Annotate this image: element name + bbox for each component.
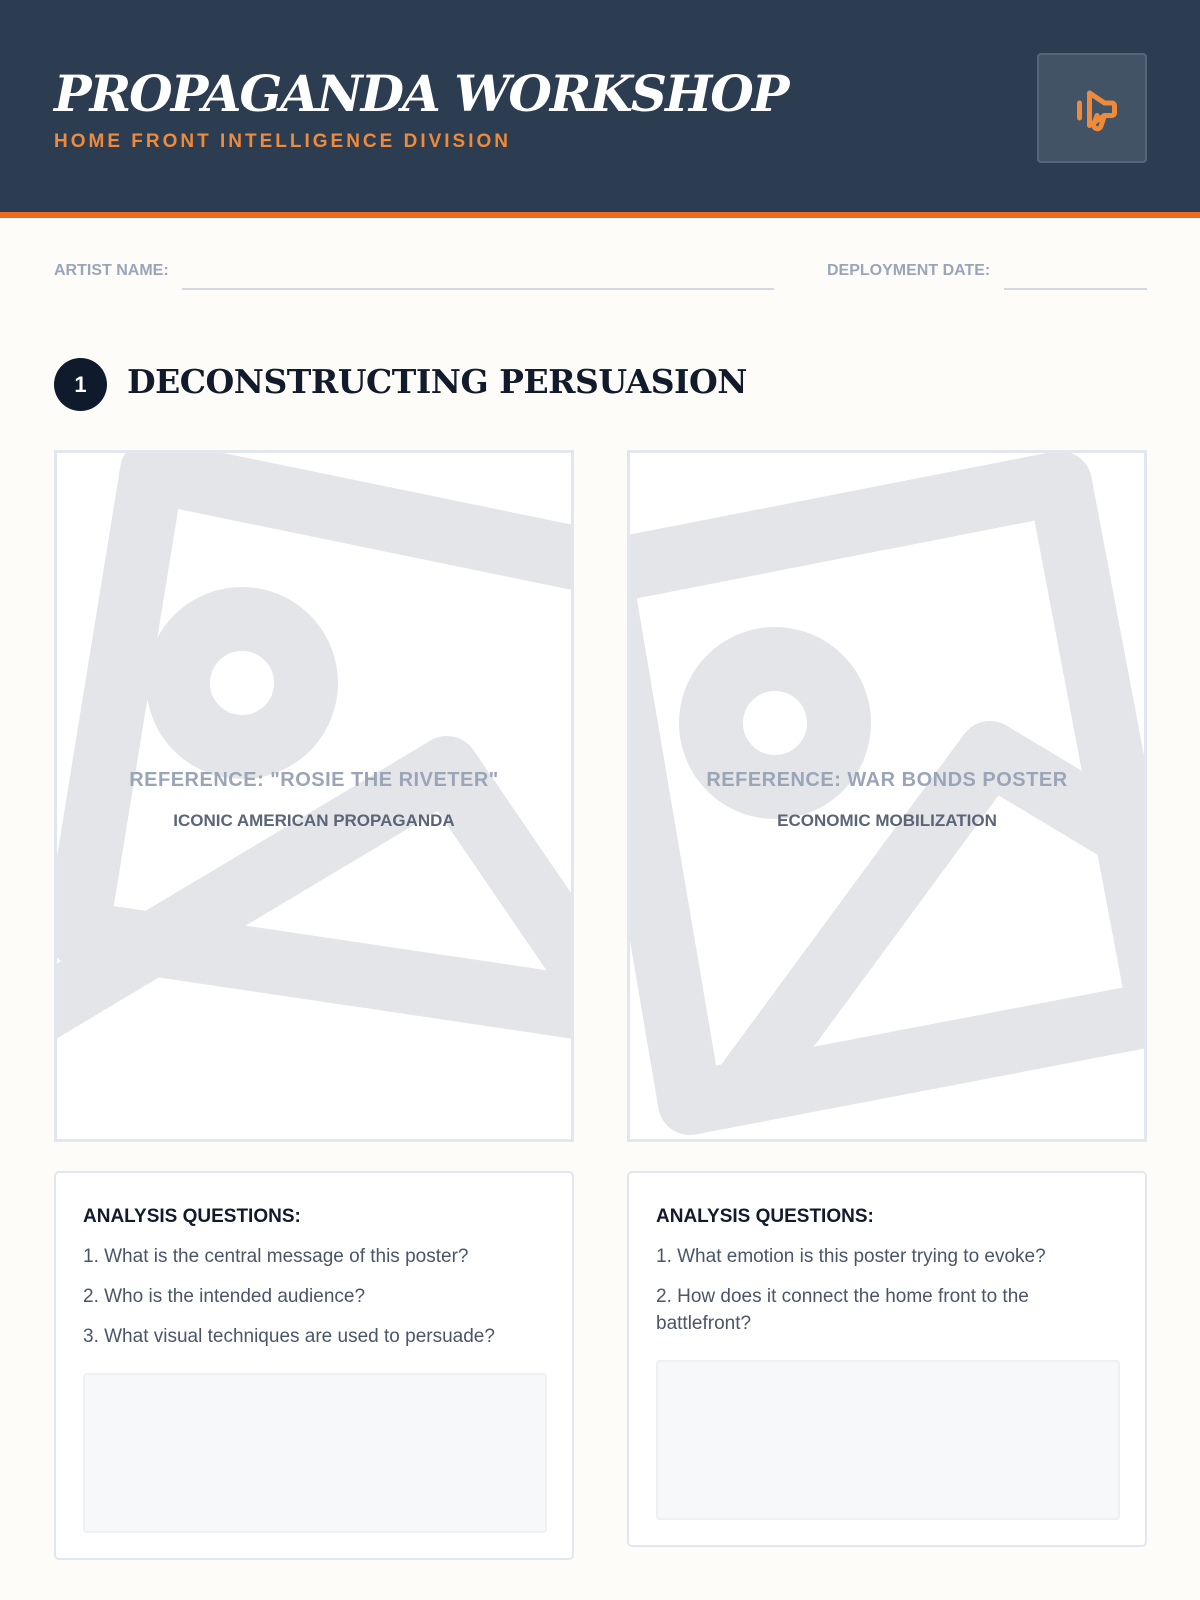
artist-name-label: ARTIST NAME: <box>54 262 169 279</box>
megaphone-icon-box <box>1037 53 1147 163</box>
header-banner <box>0 0 1200 218</box>
poster-reference-caption: ICONIC AMERICAN PROPAGANDA <box>173 811 455 830</box>
image-placeholder-icon <box>630 453 1147 1142</box>
section-title: DECONSTRUCTING PERSUASION <box>127 362 747 401</box>
analysis-question: 3. What visual techniques are used to persuade? <box>83 1326 495 1347</box>
poster-placeholder-rosie <box>54 450 574 1142</box>
section-number-badge: 1 <box>54 358 107 411</box>
analysis-card-war-bonds <box>627 1171 1147 1547</box>
megaphone-icon <box>1062 78 1122 138</box>
artist-name-field[interactable] <box>182 288 774 290</box>
image-placeholder-icon <box>57 453 574 1142</box>
analysis-question: 2. Who is the intended audience? <box>83 1286 366 1307</box>
analysis-card-rosie <box>54 1171 574 1560</box>
analysis-heading: ANALYSIS QUESTIONS: <box>83 1206 301 1227</box>
page-title: PROPAGANDA WORKSHOP <box>54 64 788 123</box>
poster-reference-title: REFERENCE: WAR BONDS POSTER <box>706 769 1068 791</box>
analysis-question: 1. What emotion is this poster trying to evoke? <box>656 1246 1046 1267</box>
analysis-question: 2. How does it connect the home front to the battlefront? <box>656 1286 1029 1334</box>
analysis-question: 1. What is the central message of this poster? <box>83 1246 469 1267</box>
answer-box[interactable] <box>656 1360 1120 1520</box>
page-subtitle: HOME FRONT INTELLIGENCE DIVISION <box>54 131 512 152</box>
poster-reference-caption: ECONOMIC MOBILIZATION <box>777 811 997 830</box>
deployment-date-label: DEPLOYMENT DATE: <box>827 262 991 279</box>
poster-placeholder-war-bonds <box>627 450 1147 1142</box>
deployment-date-field[interactable] <box>1004 288 1147 290</box>
poster-reference-title: REFERENCE: "ROSIE THE RIVETER" <box>129 769 499 791</box>
answer-box[interactable] <box>83 1373 547 1533</box>
analysis-heading: ANALYSIS QUESTIONS: <box>656 1206 874 1227</box>
